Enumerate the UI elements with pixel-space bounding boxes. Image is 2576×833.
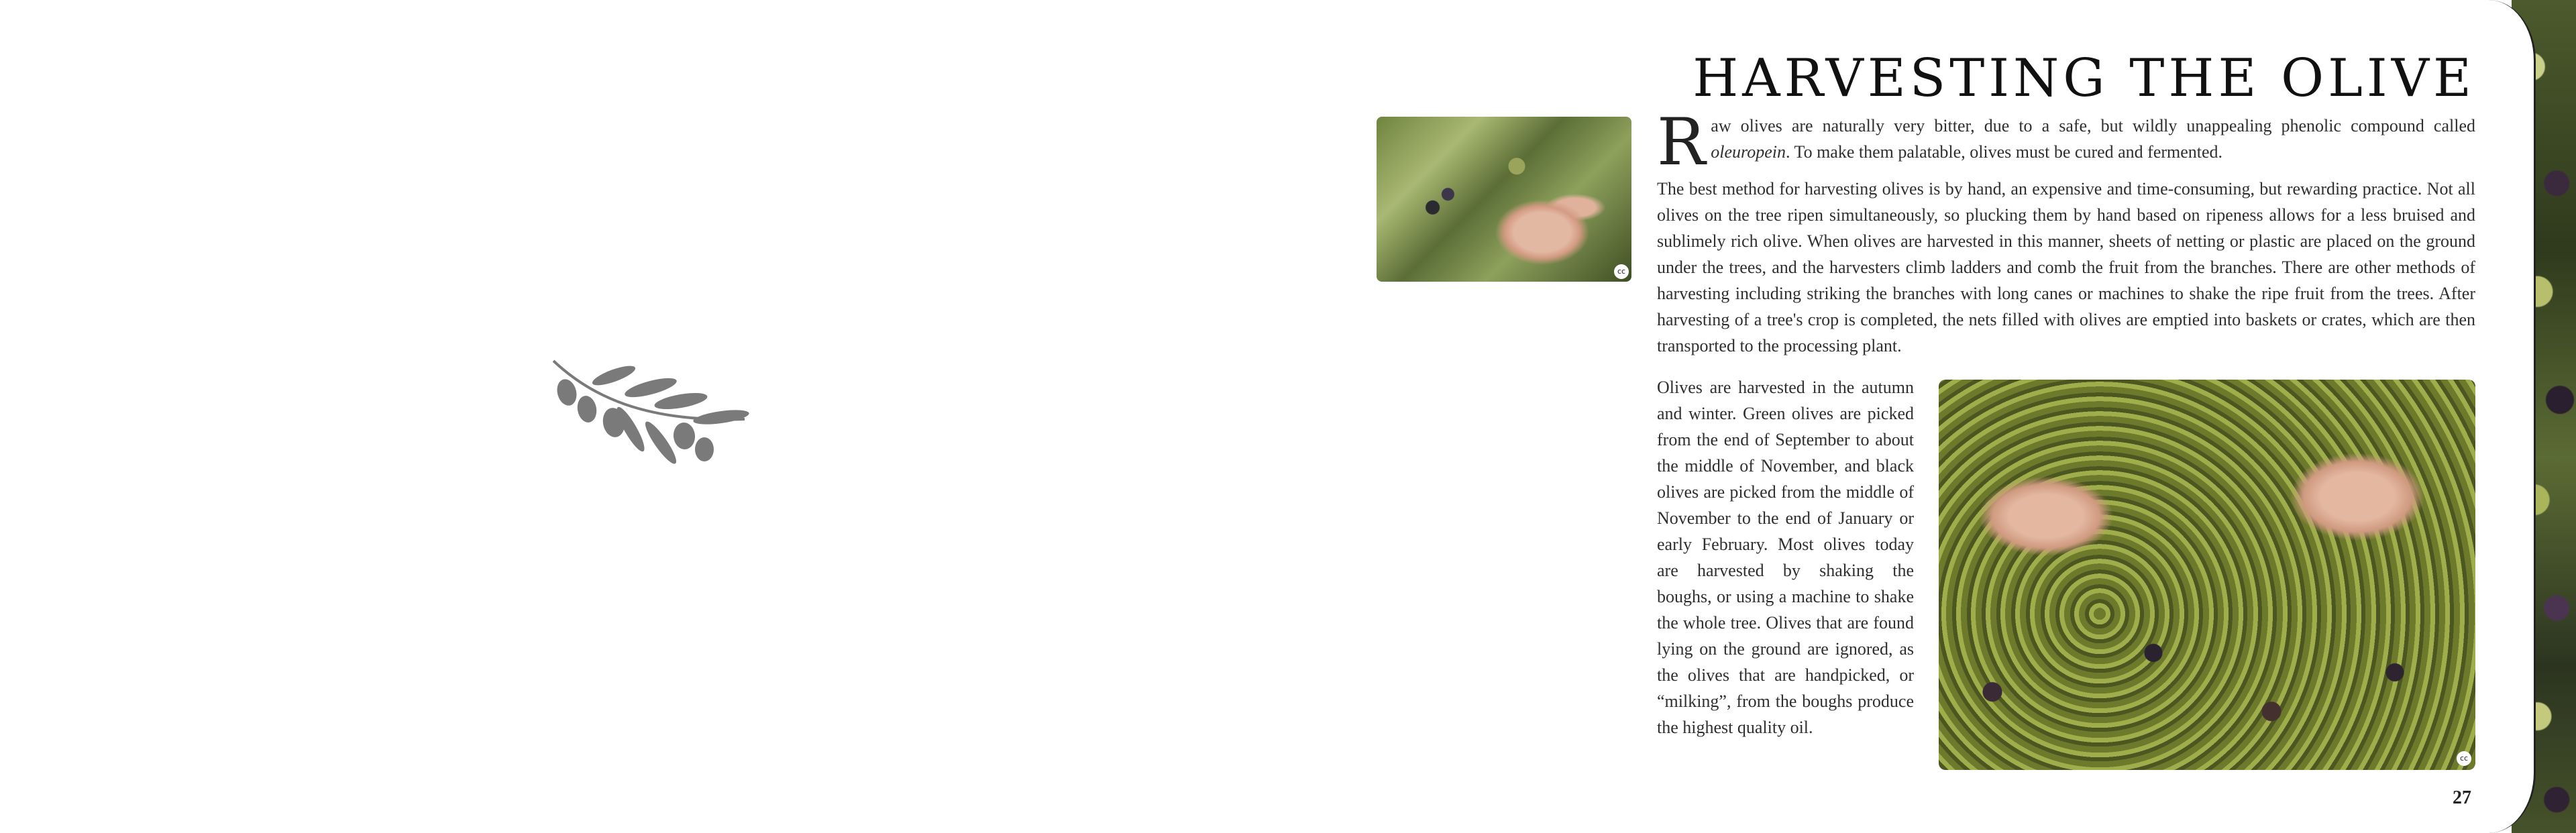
intro-text-a: aw olives are naturally very bitter, due to a safe, but wildly unappealing phenolic compound called — [1711, 116, 2475, 135]
olive-branch-icon — [550, 355, 751, 483]
creative-commons-icon: cc — [2457, 751, 2471, 766]
intro-text-b: . To make them palatable, olives must be cured and fermented. — [1785, 142, 2223, 162]
intro-paragraph — [1657, 105, 2475, 180]
harvested-olives-photo — [1939, 380, 2475, 770]
page-title: HARVESTING THE OLIVE — [1693, 48, 2475, 109]
olive-picking-photo — [1377, 117, 1631, 282]
creative-commons-icon: cc — [1614, 264, 1629, 279]
intro-italic-term: oleuropein — [1711, 142, 1786, 162]
drop-cap: R — [1657, 105, 1706, 180]
harvest-method-paragraph: The best method for harvesting olives is by hand, an expensive and time-consuming, but rewarding practice. Not all olives on the tree ripen simultaneously, so plucking them by hand based on ripeness allows for a less bruised and sublimely rich olive. When olives are harvested in this manner, sheets of netting or plastic are placed on the ground under the trees, and the harvesters climb ladders and comb the fruit from the branches. There are other methods of harvesting including striking the branches with long canes or machines to shake the ripe fruit from the trees. After harvesting of a tree's crop is completed, the nets filled with olives are emptied into baskets or crates, which are then transported to the processing plant. — [1657, 179, 2475, 355]
harvest-season-paragraph: Olives are harvested in the autumn and winter. Green olives are picked from the end of September to about the middle of November, and black olives are picked from the middle of November to the end of January or early February. Most olives today are harvested by shaking the boughs, or using a machine to shake the whole tree. Olives that are found lying on the ground are ignored, as the olives that are handpicked, or “milking”, from the boughs produce the highest quality oil. — [1657, 378, 1914, 737]
page-edge — [2482, 0, 2536, 833]
page-number: 27 — [2453, 787, 2471, 808]
